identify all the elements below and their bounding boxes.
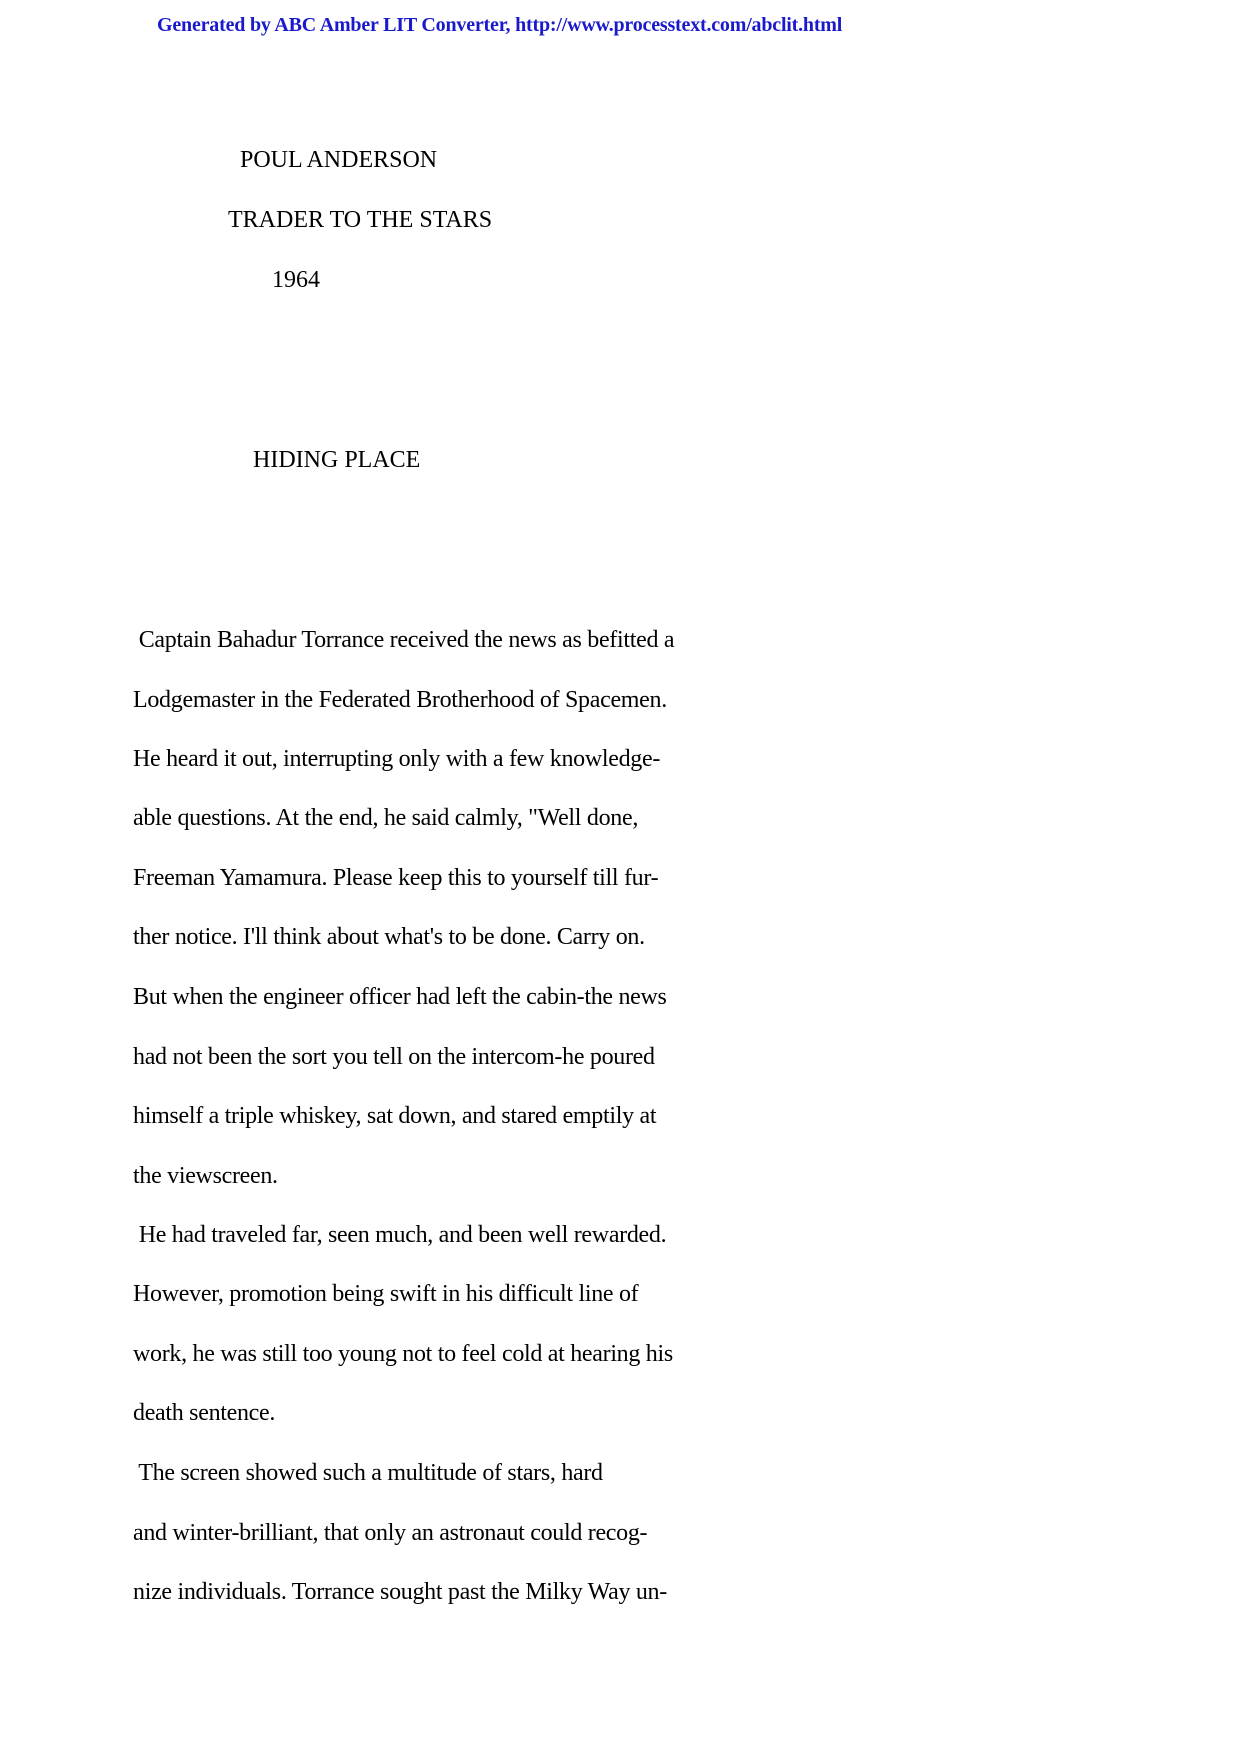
author-name: POUL ANDERSON [240, 147, 438, 173]
chapter-title: HIDING PLACE [253, 447, 421, 473]
text-line: the viewscreen. [133, 1163, 278, 1189]
text-line: Freeman Yamamura. Please keep this to yourself till fur- [133, 865, 659, 891]
text-line: The screen showed such a multitude of stars, hard [133, 1460, 603, 1486]
text-line: Captain Bahadur Torrance received the news as befitted a [133, 627, 675, 653]
text-line: nize individuals. Torrance sought past the Milky Way un- [133, 1579, 667, 1605]
text-line: himself a triple whiskey, sat down, and stared emptily at [133, 1103, 657, 1129]
text-line: death sentence. [133, 1400, 276, 1426]
text-line: Lodgemaster in the Federated Brotherhood of Spacemen. [133, 687, 667, 713]
text-line: He heard it out, interrupting only with a few knowledge- [133, 746, 661, 772]
text-line: able questions. At the end, he said calmly, "Well done, [133, 805, 639, 831]
book-title: TRADER TO THE STARS [228, 207, 493, 233]
text-line: and winter-brilliant, that only an astronaut could recog- [133, 1520, 648, 1546]
text-line: had not been the sort you tell on the intercom-he poured [133, 1044, 655, 1070]
text-line: He had traveled far, seen much, and been well rewarded. [133, 1222, 667, 1248]
converter-banner: Generated by ABC Amber LIT Converter, http://www.processtext.com/abclit.html [157, 14, 843, 36]
text-line: But when the engineer officer had left the cabin-the news [133, 984, 667, 1010]
text-line: work, he was still too young not to feel cold at hearing his [133, 1341, 673, 1367]
publication-year: 1964 [272, 267, 320, 293]
text-line: However, promotion being swift in his difficult line of [133, 1281, 639, 1307]
text-line: ther notice. I'll think about what's to be done. Carry on. [133, 924, 645, 950]
